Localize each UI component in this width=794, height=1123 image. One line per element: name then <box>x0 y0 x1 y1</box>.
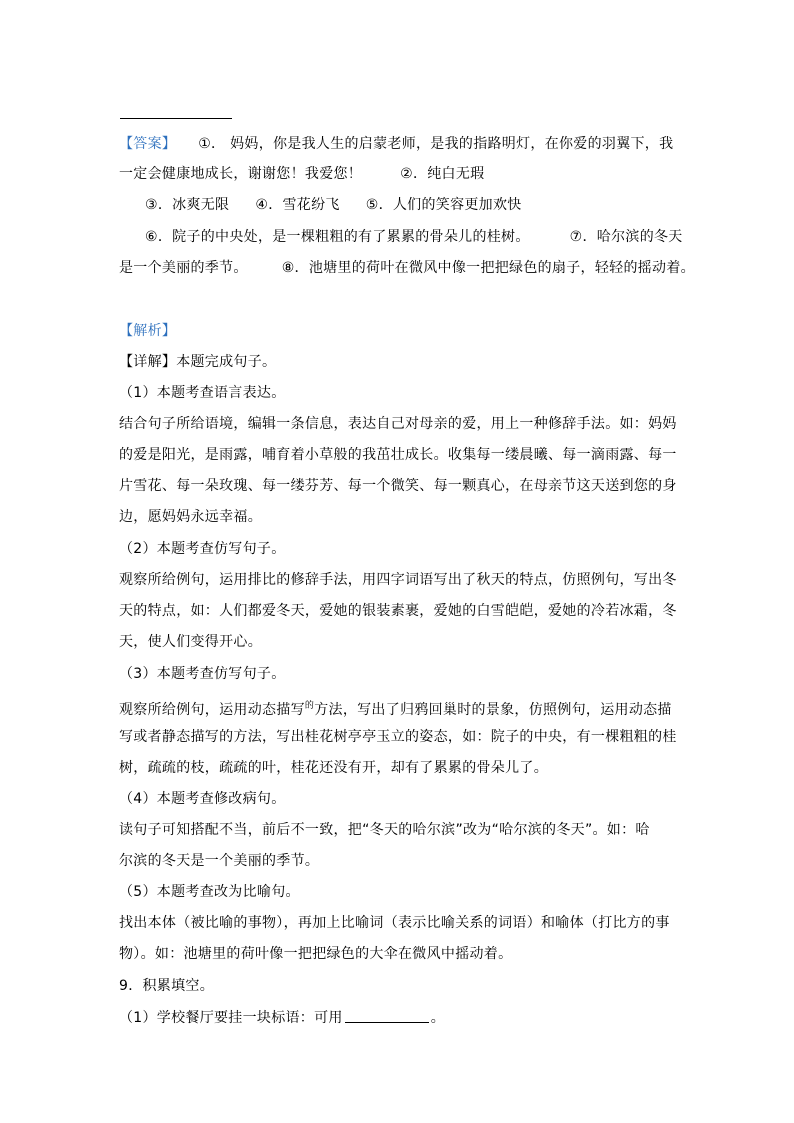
section-3-text-part: 方法，写出了归鸦回巢时的景象，仿照例句，运用动态描 <box>314 702 672 718</box>
question-9-title: 9．积累填空。 <box>119 978 215 994</box>
section-3-text-part: 观察所给例句，运用动态描写 <box>119 702 305 718</box>
fill-in-blank[interactable] <box>345 1008 429 1023</box>
question-text: （1）学校餐厅要挂一块标语：可用 <box>119 1010 343 1026</box>
answer-line-5 <box>119 258 695 278</box>
footnote-separator <box>120 118 232 119</box>
section-1-text: 的爱是阳光，是雨露，哺育着小草般的我茁壮成长。收集每一缕晨曦、每一滴雨露、每一 <box>119 447 677 463</box>
answer-line-2 <box>119 164 679 184</box>
section-5-text: 物）。如：池塘里的荷叶像一把把绿色的大伞在微风中摇动着。 <box>119 946 513 962</box>
analysis-tag: 【解析】 <box>119 323 177 339</box>
answer-text: ⑥．院子的中央处，是一棵粗粗的有了累累的骨朵儿的桂树。 <box>145 229 530 245</box>
answer-text: ⑧．池塘里的荷叶在微风中像一把把绿色的扇子，轻轻的摇动着。 <box>281 260 695 276</box>
section-1-heading: （1）本题考查语言表达。 <box>119 385 286 401</box>
section-3-heading: （3）本题考查仿写句子。 <box>119 666 286 682</box>
superscript-char: 的 <box>304 701 315 711</box>
answer-text: ⑤．人们的笑容更加欢快 <box>365 197 522 213</box>
answer-text: ⑦．哈尔滨的冬天 <box>569 229 683 245</box>
section-5-heading: （5）本题考查改为比喻句。 <box>119 884 300 900</box>
answer-line-4 <box>145 227 705 247</box>
detail-heading: 【详解】本题完成句子。 <box>119 354 277 370</box>
answer-text: ④．雪花纷飞 <box>255 197 340 213</box>
question-9-item-1 <box>119 1008 679 1028</box>
section-1-text: 结合句子所给语境，编辑一条信息，表达自己对母亲的爱，用上一种修辞手法。如：妈妈 <box>119 416 677 432</box>
section-5-text: 找出本体（被比喻的事物），再加上比喻词（表示比喻关系的词语）和喻体（打比方的事 <box>119 915 670 931</box>
answer-line-1 <box>119 134 679 154</box>
answer-text: 一定会健康地成长，谢谢您！我爱您！ <box>119 166 363 182</box>
answer-line-3 <box>145 195 705 215</box>
section-2-heading: （2）本题考查仿写句子。 <box>119 541 286 557</box>
answer-text: ①． 妈妈，你是我人生的启蒙老师，是我的指路明灯，在你爱的羽翼下，我 <box>198 136 674 152</box>
question-text: 。 <box>430 1010 446 1026</box>
section-3-text <box>119 696 679 720</box>
section-3-text: 写或者静态描写的方法，写出桂花树亭亭玉立的姿态，如：院子的中央，有一棵粗粗的桂 <box>119 729 677 745</box>
section-4-text: 读句子可知搭配不当，前后不一致，把“冬天的哈尔滨”改为“哈尔滨的冬天”。如：哈 <box>119 822 650 838</box>
section-4-heading: （4）本题考查修改病句。 <box>119 791 286 807</box>
answer-text: ③．冰爽无限 <box>145 197 230 213</box>
answer-text: ②．纯白无瑕 <box>400 166 485 182</box>
section-1-text: 边，愿妈妈永远幸福。 <box>119 509 262 525</box>
section-1-text: 片雪花、每一朵玫瑰、每一缕芬芳、每一个微笑、每一颗真心，在母亲节这天送到您的身 <box>119 478 677 494</box>
section-2-text: 天的特点，如：人们都爱冬天，爱她的银装素裹，爱她的白雪皑皑，爱她的冷若冰霜，冬 <box>119 603 677 619</box>
section-3-text: 树，疏疏的枝，疏疏的叶，桂花还没有开，却有了累累的骨朵儿了。 <box>119 760 548 776</box>
section-2-text: 天，使人们变得开心。 <box>119 634 262 650</box>
answer-text: 是一个美丽的季节。 <box>119 260 248 276</box>
section-2-text: 观察所给例句，运用排比的修辞手法，用四字词语写出了秋天的特点，仿照例句，写出冬 <box>119 572 677 588</box>
section-4-text: 尔滨的冬天是一个美丽的季节。 <box>119 853 320 869</box>
answer-tag: 【答案】 <box>119 136 177 152</box>
